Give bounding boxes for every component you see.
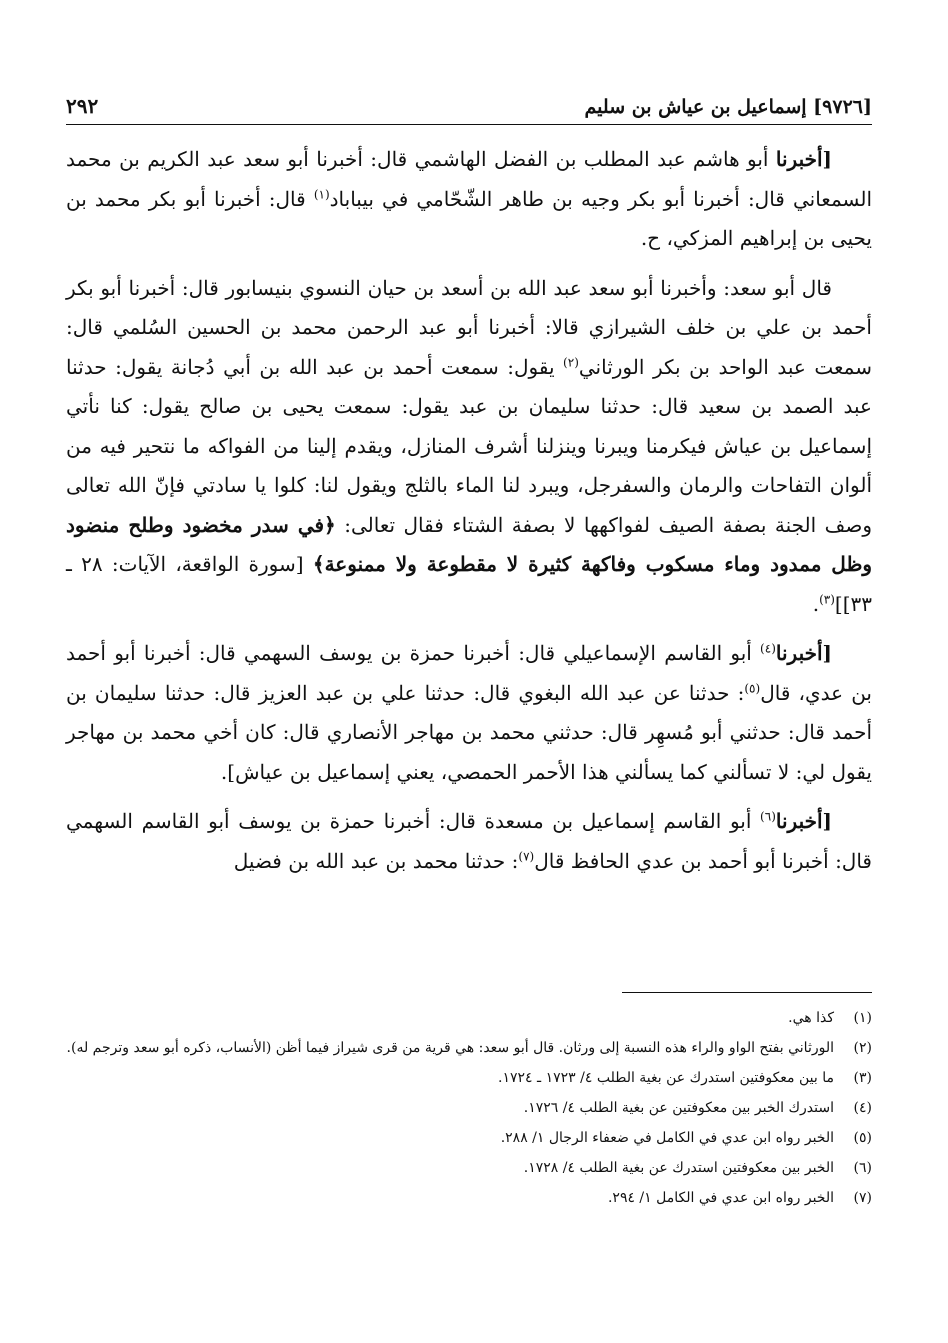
footnote-number: (٥) xyxy=(853,1130,872,1146)
footnote-number: (٢) xyxy=(853,1040,872,1056)
paragraph-text: أبو القاسم الإسماعيلي قال: أخبرنا حمزة بن يوسف السهمي قال: أخبرنا أبو أحمد بن عدي، قال xyxy=(66,641,872,705)
paragraph-2 xyxy=(66,269,872,625)
footnote-item xyxy=(66,1036,872,1061)
header-divider xyxy=(66,124,872,125)
running-header xyxy=(66,78,872,118)
verse-citation: [سورة الواقعة، الآيات: ٢٨ ـ ٣٣]] xyxy=(66,552,872,616)
footnote-item xyxy=(66,1096,872,1121)
quran-verse: ﴿في سدر مخضود وطلح منضود وظل ممدود وماء مسكوب وفاكهة كثيرة لا مقطوعة ولا ممنوعة﴾ xyxy=(66,512,873,576)
paragraph-text: قال: أخبرنا أبو بكر محمد بن يحيى بن إبراهيم المزكي، ح. xyxy=(66,186,872,250)
footnote-ref: (٤) xyxy=(760,641,776,656)
footnote-number: (٤) xyxy=(853,1100,872,1116)
paragraph-text: أبو هاشم عبد المطلب بن الفضل الهاشمي قال: أخبرنا أبو سعد عبد الكريم بن محمد السمعاني قال: أخبرنا أبو بكر وجيه بن طاهر الشّحّامي في بيباباد xyxy=(66,147,873,211)
paragraph-4 xyxy=(66,802,872,881)
footnote-item xyxy=(66,1186,872,1211)
footnote-text: الخبر رواه ابن عدي في الكامل في ضعفاء الرجال ١/ ٢٨٨. xyxy=(500,1130,834,1146)
paragraph-text: قال أبو سعد: وأخبرنا أبو سعد عبد الله بن أسعد بن حيان النسوي بنيسابور قال: أخبرنا أبو بكر أحمد بن علي بن خلف الشيرازي قالا: أخبرنا أبو عبد الرحمن محمد بن الحسين السُلمي قال: سمعت عبد الواحد بن بكر الورثاني xyxy=(66,275,872,379)
footnote-text: الخبر رواه ابن عدي في الكامل ١/ ٢٩٤. xyxy=(607,1190,834,1206)
footnote-ref: (٢) xyxy=(563,354,579,369)
paragraph-text: : حدثنا محمد بن عبد الله بن فضيل xyxy=(233,848,519,873)
footnote-item xyxy=(66,1156,872,1181)
footnote-number: (١) xyxy=(853,1010,872,1026)
paragraph-text: يقول: سمعت أحمد بن عبد الله بن أبي دُجانة يقول: حدثنا عبد الصمد بن سعيد قال: حدثنا سليمان بن عبد يقول: سمعت يحيى بن صالح يقول: كنا نأتي إسماعيل بن عياش فيكرمنا ويبرنا وينزلنا أشرف المنازل، ويقدم إلينا من الفواكه ما نتحير فيه من ألوان التفاحات والرمان والسفرجل، ويبرد لنا الماء بالثلج ويقول لنا: كلوا يا سادتي فإنّ الله تعالى وصف الجنة بصفة الصيف لفواكهها لا بصفة الشتاء فقال تعالى: xyxy=(66,354,872,537)
footnote-item xyxy=(66,1126,872,1151)
paragraph-3 xyxy=(66,634,872,792)
footnote-text: كذا هي. xyxy=(788,1010,834,1026)
footnotes-list xyxy=(66,1006,872,1216)
paragraph-lead: [أخبرنا xyxy=(775,147,832,171)
page-number: ٢٩٢ xyxy=(66,94,99,118)
paragraph-lead: [أخبرنا xyxy=(775,641,832,665)
footnote-ref: (٣) xyxy=(819,591,835,606)
header-title: [٩٧٢٦] إسماعيل بن عياش بن سليم xyxy=(584,96,872,118)
footnote-divider xyxy=(622,992,872,993)
footnote-text: استدرك الخبر بين معكوفتين عن بغية الطلب ٤/ ١٧٢٦. xyxy=(523,1100,834,1116)
footnote-text: الخبر بين معكوفتين استدرك عن بغية الطلب ٤/ ١٧٢٨. xyxy=(523,1160,834,1176)
paragraph-text: : حدثنا عن عبد الله البغوي قال: حدثنا علي بن عبد العزيز قال: حدثنا سليمان بن أحمد قال: حدثني أبو مُسهِر قال: حدثني محمد بن مهاجر الأنصاري قال: كان أخي محمد بن مهاجر يقول لي: لا تسألني كما يسألني هذا الأحمر الحمصي، يعني إسماعيل بن عياش]. xyxy=(66,680,872,784)
main-text xyxy=(66,140,872,891)
footnote-number: (٣) xyxy=(853,1070,872,1086)
paragraph-1 xyxy=(66,140,872,259)
footnote-ref: (٧) xyxy=(518,848,535,863)
footnote-text: ما بين معكوفتين استدرك عن بغية الطلب ٤/ ١٧٢٣ ـ ١٧٢٤. xyxy=(498,1070,834,1086)
footnote-ref: (٥) xyxy=(744,680,761,695)
footnote-item xyxy=(66,1066,872,1091)
footnote-ref: (٦) xyxy=(760,809,776,824)
footnote-text: الورثاني بفتح الواو والراء هذه النسبة إلى ورثان. قال أبو سعد: هي قرية من قرى شيراز فيما أظن (الأنساب، ذكره أبو سعد وترجم له). xyxy=(66,1040,834,1056)
footnote-ref: (١) xyxy=(313,186,330,201)
footnote-number: (٧) xyxy=(853,1190,872,1206)
footnote-item xyxy=(66,1006,872,1031)
paragraph-text: أبو القاسم إسماعيل بن مسعدة قال: أخبرنا حمزة بن يوسف أبو القاسم السهمي قال: أخبرنا أبو أحمد بن عدي الحافظ قال xyxy=(66,809,872,873)
paragraph-text: . xyxy=(812,591,820,616)
paragraph-lead: [أخبرنا xyxy=(775,809,832,833)
footnote-number: (٦) xyxy=(853,1160,872,1176)
